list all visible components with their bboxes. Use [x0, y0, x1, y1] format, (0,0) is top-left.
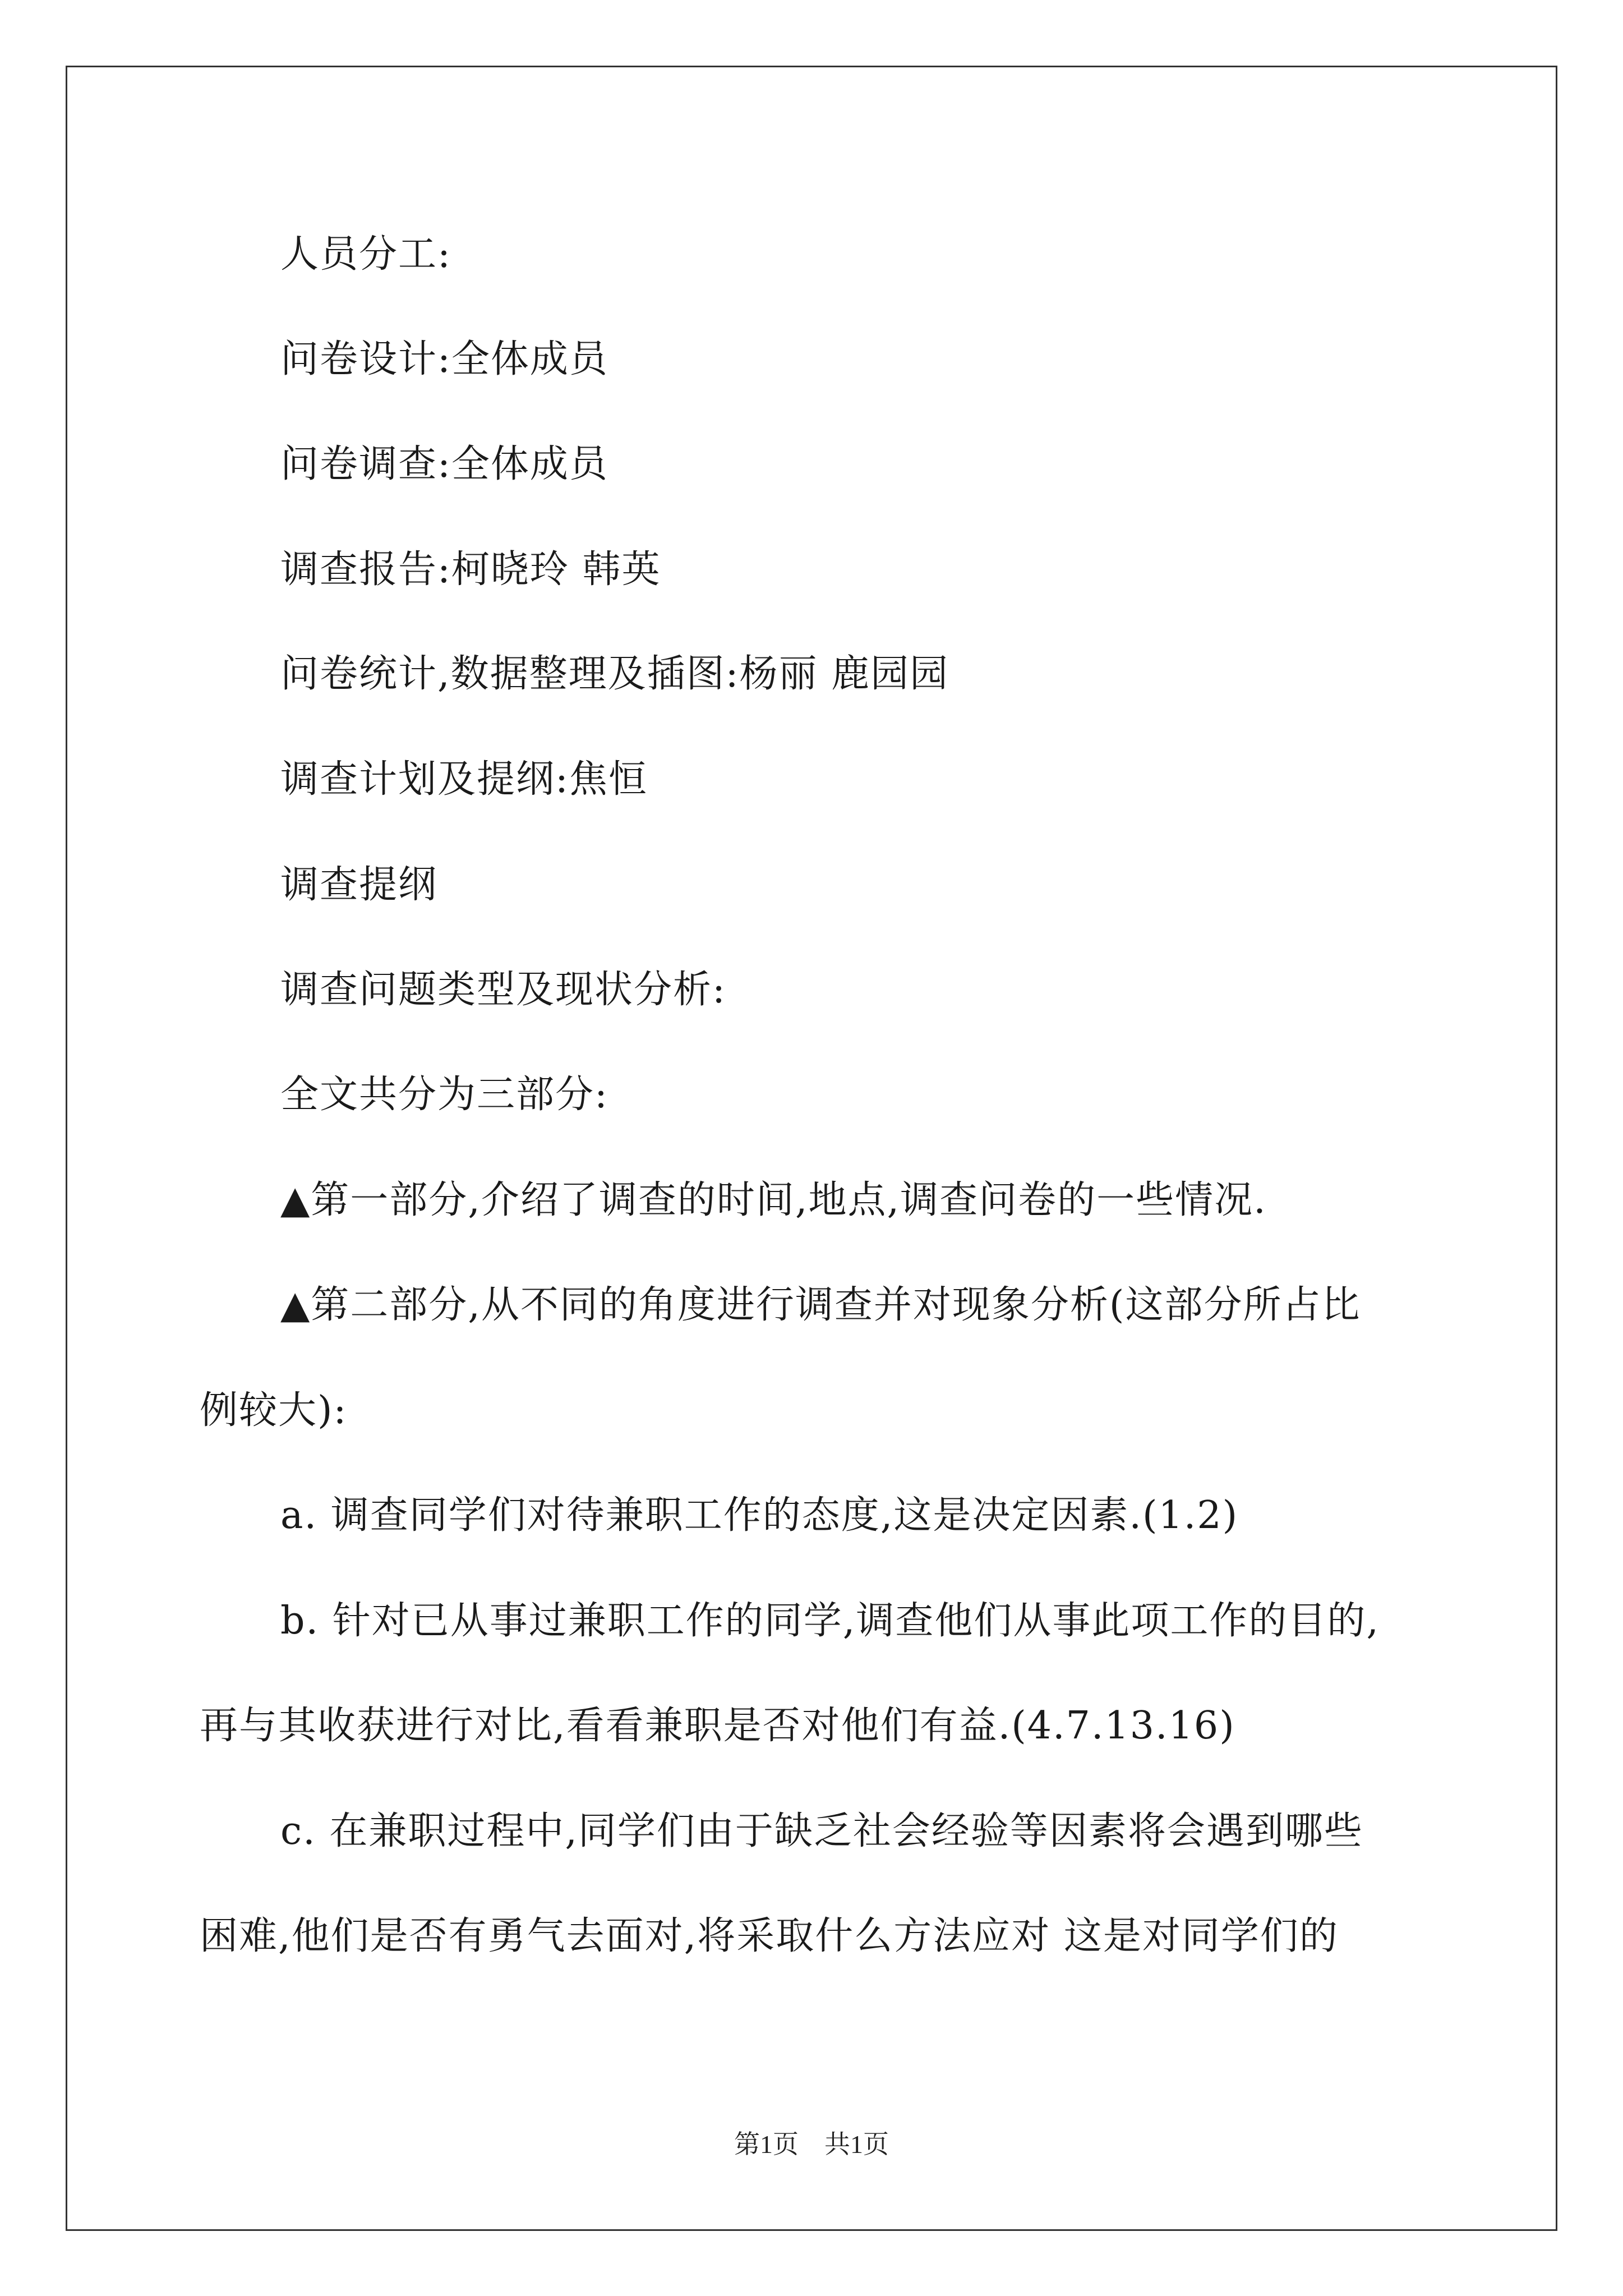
text-line-item-a: a. 调查同学们对待兼职工作的态度,这是决定因素.(1.2)	[280, 1493, 1239, 1538]
text-line-survey-report: 调查报告:柯晓玲 韩英	[280, 547, 661, 592]
text-line-part-one: ▲第一部分,介绍了调查的时间,地点,调查问卷的一些情况.	[280, 1178, 1267, 1222]
text-line-questionnaire-design: 问卷设计:全体成员	[280, 337, 608, 381]
text-line-statistics: 问卷统计,数据整理及插图:杨丽 鹿园园	[280, 652, 949, 696]
page-footer: 第1页 共1页	[734, 2130, 889, 2159]
section-heading-outline: 调查提纲	[280, 863, 438, 907]
text-line-item-c-cont: 困难,他们是否有勇气去面对,将采取什么方法应对 这是对同学们的	[200, 1914, 1339, 1958]
text-line-part-two-cont: 例较大):	[200, 1388, 348, 1433]
text-line-item-c: c. 在兼职过程中,同学们由于缺乏社会经验等因素将会遇到哪些	[280, 1809, 1363, 1853]
text-line-item-b: b. 针对已从事过兼职工作的同学,调查他们从事此项工作的目的,	[280, 1599, 1380, 1643]
text-line-survey-plan: 调查计划及提纲:焦恒	[280, 757, 648, 802]
text-line-part-two: ▲第二部分,从不同的角度进行调查并对现象分析(这部分所占比	[280, 1283, 1361, 1327]
text-line-problem-types: 调查问题类型及现状分析:	[280, 968, 726, 1012]
text-line-staff-division: 人员分工:	[280, 232, 451, 277]
text-line-item-b-cont: 再与其收获进行对比,看看兼职是否对他们有益.(4.7.13.16)	[200, 1704, 1235, 1748]
page-border	[66, 66, 1557, 2231]
text-line-three-parts: 全文共分为三部分:	[280, 1073, 608, 1117]
text-line-questionnaire-survey: 问卷调查:全体成员	[280, 442, 608, 486]
